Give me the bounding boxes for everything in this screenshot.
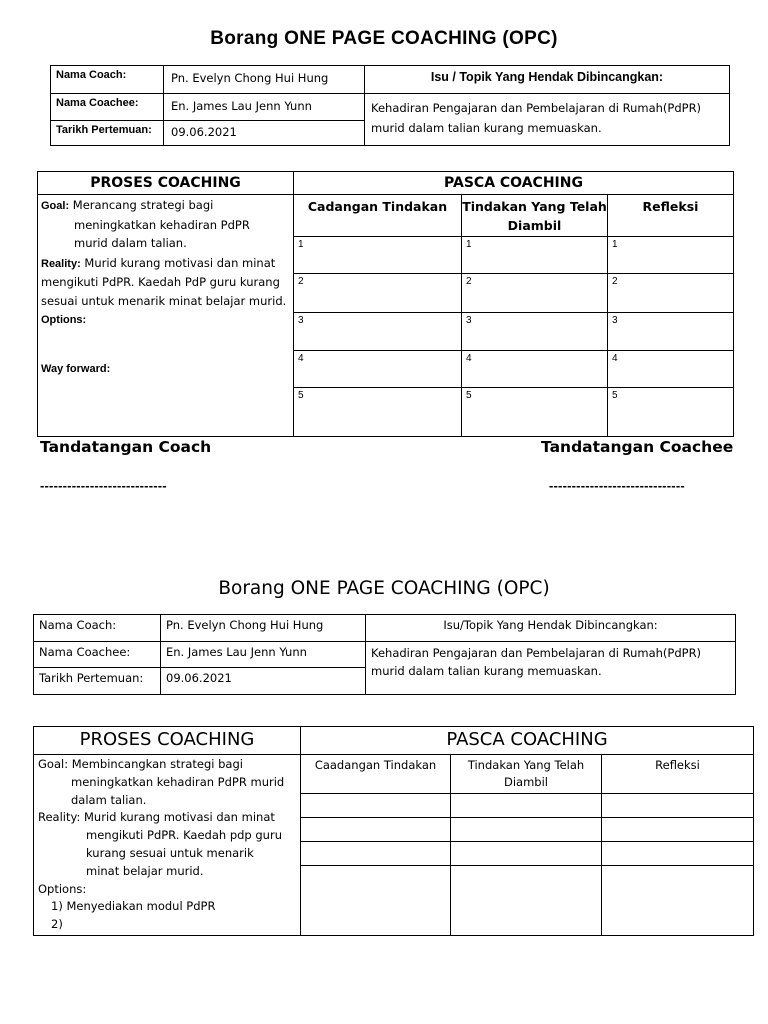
- coach-label: Nama Coach:: [51, 66, 164, 94]
- row-number: 1: [294, 237, 462, 274]
- row-number: 2: [294, 274, 462, 313]
- coachee-value: En. James Lau Jenn Yunn: [161, 642, 366, 668]
- reality-line: Murid kurang motivasi dan minat: [84, 255, 276, 270]
- row-number: 3: [294, 313, 462, 351]
- goal-line: Merancang strategi bagi: [72, 198, 214, 212]
- date-label: Tarikh Pertemuan:: [51, 121, 164, 146]
- form1-title: Borang ONE PAGE COACHING (OPC): [210, 28, 558, 49]
- form1-coaching-table: [37, 171, 734, 437]
- empty-cell: [451, 794, 602, 818]
- goal-key: Goal:: [38, 757, 69, 771]
- reality-key: Reality:: [41, 257, 81, 270]
- row-number: 1: [608, 237, 734, 274]
- row-number: 5: [294, 388, 462, 437]
- col-tindakan-line: Diambil: [507, 218, 562, 233]
- goal-line: meningkatkan kehadiran PdPR murid: [71, 774, 285, 789]
- form2-info-table: [33, 614, 736, 695]
- row-number: 5: [608, 388, 734, 437]
- wayforward-key: Way forward:: [41, 362, 111, 375]
- empty-cell: [451, 818, 602, 842]
- topic-header: Isu/Topik Yang Hendak Dibincangkan:: [366, 615, 736, 642]
- form2-title: Borang ONE PAGE COACHING (OPC): [218, 578, 550, 599]
- coach-label: Nama Coach:: [34, 615, 161, 642]
- col-refleksi: Refleksi: [608, 195, 734, 237]
- proses-body: [34, 755, 301, 936]
- reality-line: minat belajar murid.: [86, 863, 204, 878]
- col-tindakan-line: Diambil: [504, 775, 548, 789]
- col-tindakan: [451, 755, 602, 794]
- topic-body: [365, 94, 730, 146]
- col-cadangan: Cadangan Tindakan: [294, 195, 462, 237]
- form2-coaching-table: [33, 726, 754, 936]
- row-number: 3: [462, 313, 608, 351]
- form1-info-table: [50, 65, 730, 146]
- topic-body: [366, 642, 736, 695]
- col-refleksi: Refleksi: [602, 755, 754, 794]
- coach-value: Pn. Evelyn Chong Hui Hung: [164, 66, 365, 94]
- sig-coach-label: Tandatangan Coach: [40, 438, 212, 456]
- reality-line: Murid kurang motivasi dan minat: [84, 810, 275, 825]
- col-tindakan-line: Tindakan Yang Telah: [462, 199, 607, 214]
- date-value: 09.06.2021: [164, 121, 365, 146]
- row-number: 2: [462, 274, 608, 313]
- pasca-header: PASCA COACHING: [301, 727, 754, 755]
- row-number: 3: [608, 313, 734, 351]
- topic-line: murid dalam talian kurang memuaskan.: [371, 121, 602, 135]
- topic-line: Kehadiran Pengajaran dan Pembelajaran di Rumah(PdPR): [371, 646, 702, 660]
- date-label: Tarikh Pertemuan:: [34, 668, 161, 695]
- topic-header: Isu / Topik Yang Hendak Dibincangkan:: [365, 66, 730, 94]
- proses-body: [38, 195, 294, 437]
- sig-coach-line: ----------------------------: [40, 478, 167, 493]
- reality-line: mengikuti PdPR. Kaedah PdP guru kurang: [41, 275, 280, 289]
- row-number: 4: [294, 351, 462, 388]
- coachee-value: En. James Lau Jenn Yunn: [164, 94, 365, 121]
- row-number: 5: [462, 388, 608, 437]
- sig-coachee-line: ------------------------------: [549, 478, 685, 493]
- empty-cell: [301, 794, 451, 818]
- empty-cell: [602, 842, 754, 866]
- row-number: 1: [462, 237, 608, 274]
- topic-line: murid dalam talian kurang memuaskan.: [371, 664, 602, 678]
- empty-cell: [602, 818, 754, 842]
- goal-key: Goal:: [41, 200, 70, 212]
- options-item: 2): [51, 917, 63, 932]
- empty-cell: [301, 842, 451, 866]
- empty-cell: [301, 866, 451, 936]
- goal-line: dalam talian.: [71, 792, 147, 807]
- reality-key: Reality:: [38, 810, 81, 825]
- options-key: Options:: [41, 314, 87, 326]
- options-item: 1) Menyediakan modul PdPR: [51, 899, 216, 914]
- goal-line: Membincangkan strategi bagi: [71, 757, 243, 771]
- empty-cell: [451, 866, 602, 936]
- row-number: 4: [608, 351, 734, 388]
- goal-line: meningkatkan kehadiran PdPR: [74, 217, 250, 232]
- proses-header: PROSES COACHING: [34, 727, 301, 755]
- empty-cell: [602, 866, 754, 936]
- sig-coachee-label: Tandatangan Coachee: [541, 438, 734, 456]
- goal-line: murid dalam talian.: [74, 236, 187, 250]
- options-key: Options:: [38, 881, 87, 896]
- topic-line: Kehadiran Pengajaran dan Pembelajaran di Rumah(PdPR): [371, 101, 702, 115]
- col-tindakan-line: Tindakan Yang Telah: [467, 758, 585, 772]
- coachee-label: Nama Coachee:: [51, 94, 164, 121]
- row-number: 2: [608, 274, 734, 313]
- reality-line: sesuai untuk menarik minat belajar murid.: [41, 293, 287, 308]
- reality-line: mengikuti PdPR. Kaedah pdp guru: [86, 828, 282, 843]
- empty-cell: [451, 842, 602, 866]
- col-cadangan: Caadangan Tindakan: [301, 755, 451, 794]
- empty-cell: [602, 794, 754, 818]
- coach-value: Pn. Evelyn Chong Hui Hung: [161, 615, 366, 642]
- coachee-label: Nama Coachee:: [34, 642, 161, 668]
- proses-header: PROSES COACHING: [38, 172, 294, 195]
- date-value: 09.06.2021: [161, 668, 366, 695]
- col-tindakan: [462, 195, 608, 237]
- empty-cell: [301, 818, 451, 842]
- pasca-header: PASCA COACHING: [294, 172, 734, 195]
- row-number: 4: [462, 351, 608, 388]
- reality-line: kurang sesuai untuk menarik: [86, 845, 254, 860]
